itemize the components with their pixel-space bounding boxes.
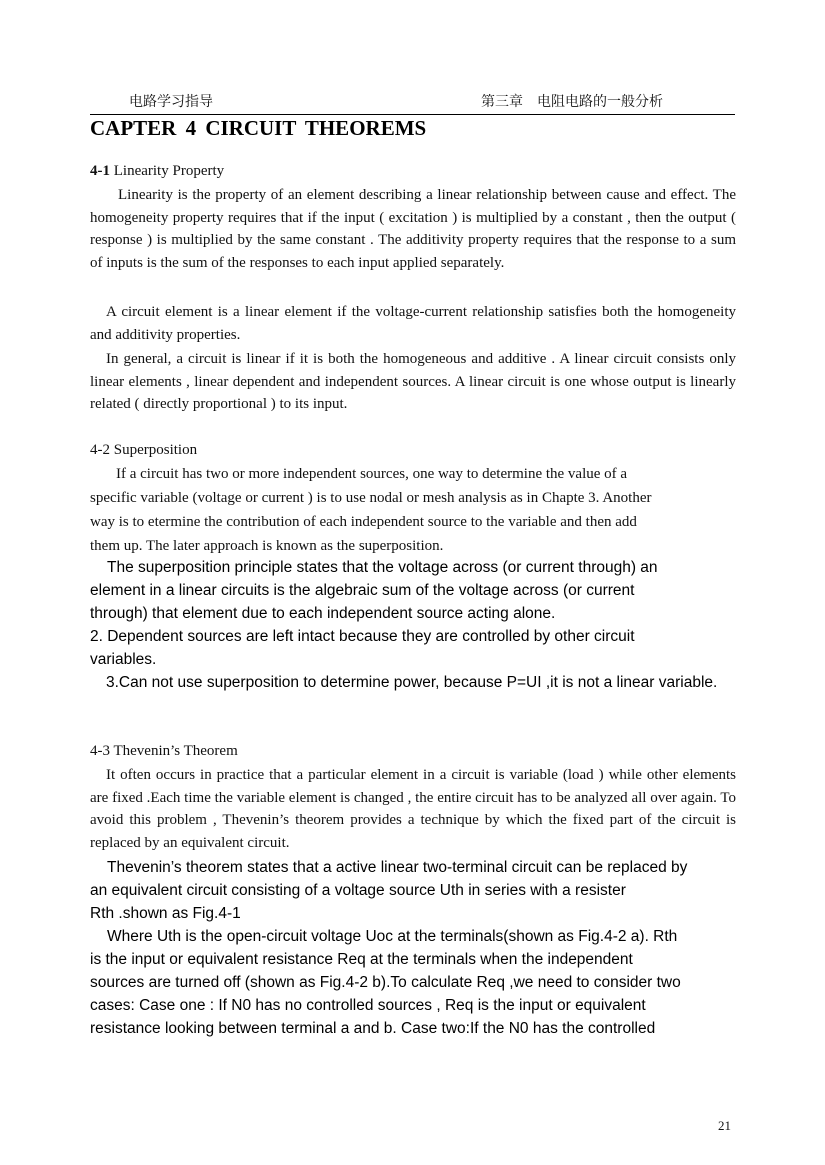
superposition-point-2-line-1: 2. Dependent sources are left intact because they are controlled by other circuit [90, 628, 635, 645]
superposition-line-3: way is to etermine the contribution of each independent source to the variable and then add [90, 514, 637, 530]
paragraph-thevenin-intro: It often occurs in practice that a particular element in a circuit is variable (load ) while other elements are fixed .Each time the variable element is changed , the entire circuit has to be analyzed all over again. To avoid this problem , Thevenin’s theorem provides a technique by which the fixed part of the circuit is replaced by an equivalent circuit. [90, 767, 736, 851]
thevenin-statement-line-3: Rth .shown as Fig.4-1 [90, 905, 241, 922]
superposition-point-2-line-2: variables. [90, 651, 157, 668]
header-rule [90, 114, 735, 115]
chapter-title: CAPTER 4 CIRCUIT THEOREMS [90, 116, 427, 140]
section-heading-linearity [90, 163, 224, 180]
superposition-point-3: 3.Can not use superposition to determine power, because P=UI ,it is not a linear variable. [106, 674, 718, 691]
thevenin-where-line-5: resistance looking between terminal a and b. Case two:If the N0 has the controlled [90, 1020, 656, 1037]
running-header-left: 电路学习指导 [129, 94, 213, 110]
paragraph-linearity-definition: Linearity is the property of an element describing a linear relationship between cause and effect. The homogeneity property requires that if the input ( excitation ) is multiplied by a constant , then the output ( response ) is multiplied by the same constant . The additivity property requires that the response to a sum of inputs is the sum of the responses to each input applied separately. [90, 187, 736, 271]
section-number: 4-1 [90, 163, 110, 179]
section-title: Linearity Property [110, 163, 225, 179]
superposition-line-1: If a circuit has two or more independent sources, one way to determine the value of a [116, 466, 628, 482]
superposition-line-4: them up. The later approach is known as the superposition. [90, 538, 444, 554]
paragraph-linear-element: A circuit element is a linear element if the voltage-current relationship satisfies both the homogeneity and additivity properties. [90, 304, 736, 343]
thevenin-where-line-4: cases: Case one : If N0 has no controlled sources , Req is the input or equivalent [90, 997, 646, 1014]
superposition-principle-line-1: The superposition principle states that the voltage across (or current through) an [107, 559, 658, 576]
thevenin-where-line-3: sources are turned off (shown as Fig.4-2 b).To calculate Req ,we need to consider two [90, 974, 681, 991]
thevenin-statement-line-1: Thevenin’s theorem states that a active linear two-terminal circuit can be replaced by [107, 859, 688, 876]
running-header-right: 第三章 电阻电路的一般分析 [481, 94, 663, 110]
thevenin-where-line-1: Where Uth is the open-circuit voltage Uoc at the terminals(shown as Fig.4-2 a). Rth [107, 928, 678, 945]
section-heading-superposition: 4-2 Superposition [90, 442, 198, 458]
superposition-principle-line-2: element in a linear circuits is the algebraic sum of the voltage across (or current [90, 582, 635, 599]
page-number: 21 [718, 1118, 731, 1133]
section-heading-thevenin: 4-3 Thevenin’s Theorem [90, 743, 238, 759]
superposition-line-2: specific variable (voltage or current ) is to use nodal or mesh analysis as in Chapte 3. Another [90, 490, 652, 506]
thevenin-statement-line-2: an equivalent circuit consisting of a voltage source Uth in series with a resister [90, 882, 626, 899]
paragraph-linear-circuit: In general, a circuit is linear if it is both the homogeneous and additive . A linear circuit consists only linear elements , linear dependent and independent sources. A linear circuit is one whose output is linearly related ( directly proportional ) to its input. [90, 351, 736, 412]
superposition-principle-line-3: through) that element due to each independent source acting alone. [90, 605, 556, 622]
thevenin-where-line-2: is the input or equivalent resistance Req at the terminals when the independent [90, 951, 633, 968]
